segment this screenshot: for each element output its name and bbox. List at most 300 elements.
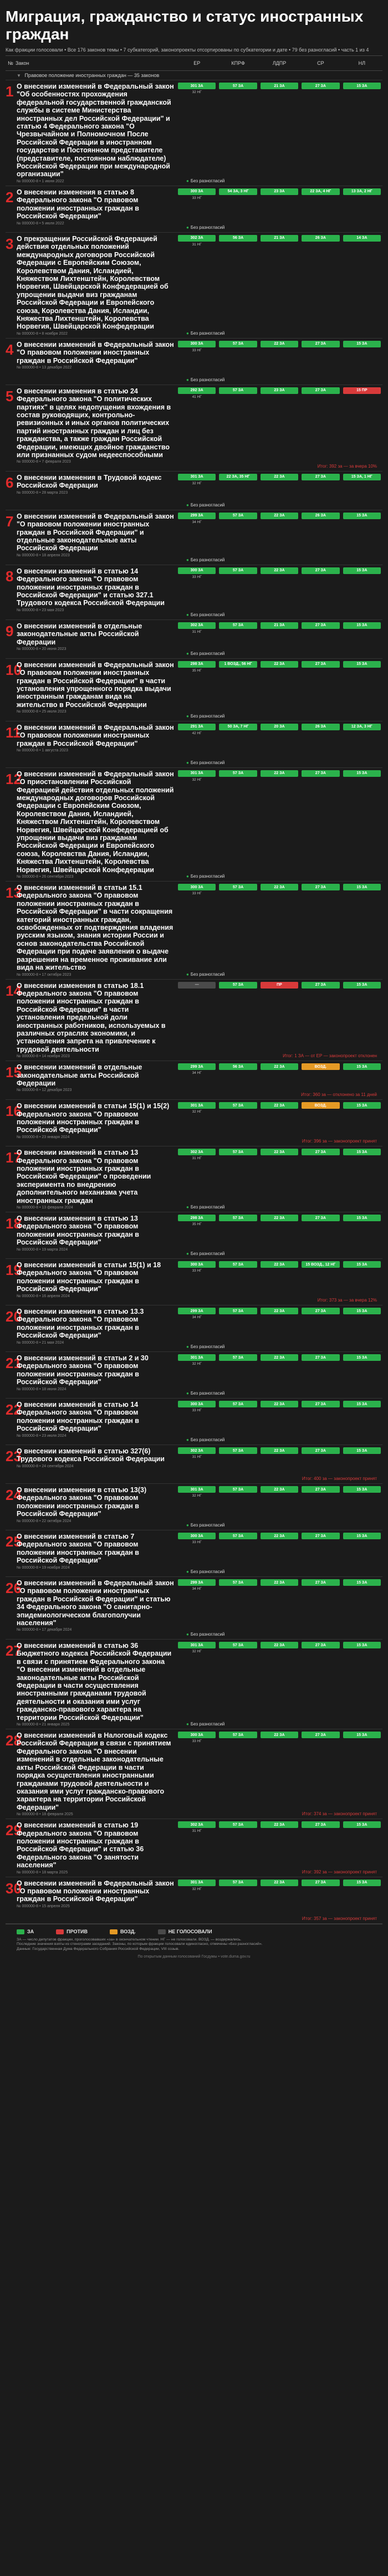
check-dot-icon: ● [186, 612, 189, 617]
law-meta: № 000000-8 • 20 июня 2023 [17, 647, 67, 651]
law-meta: № 000000-8 • 7 февраля 2023 [17, 460, 71, 464]
vote-cell-kprf [217, 510, 258, 565]
legend [6, 1924, 382, 1937]
vote-bar: ПР [261, 982, 298, 989]
law-cell [16, 1305, 176, 1351]
vote-sub: 33 НГ [192, 1739, 202, 1744]
row-note-text: Без разногласий [190, 760, 225, 765]
vote-cell-nl [341, 768, 382, 881]
table-row[interactable] [6, 620, 382, 659]
table-row[interactable] [6, 882, 382, 979]
law-meta: № 000000-8 • 26 сентября 2023 [17, 875, 74, 879]
law-title[interactable]: О внесении изменений в статью 327(6) Трудового кодекса Российской Федерации [17, 1447, 165, 1463]
vote-bar: 302 ЗА [178, 235, 216, 242]
vote-bar: 300 ЗА [178, 1533, 216, 1539]
vote-cell-ldpr [259, 80, 300, 186]
vote-bar: 22 ЗА, 35 НГ [219, 474, 257, 480]
vote-bar: 57 ЗА [219, 884, 257, 890]
vote-bar: 22 ЗА [261, 1486, 298, 1493]
vote-sub: 31 НГ [192, 1156, 202, 1161]
check-dot-icon: ● [186, 1437, 189, 1442]
row-note [186, 225, 379, 230]
law-meta: № 000000-8 • 14 ноября 2023 [17, 1054, 70, 1059]
table-row[interactable] [6, 1305, 382, 1352]
row-note-text: Без разногласий [190, 651, 225, 656]
law-meta: № 000000-8 • 25 июля 2023 [17, 710, 67, 714]
vote-cell-nl [341, 980, 382, 1061]
row-number: 29 [6, 1822, 22, 1839]
section-header[interactable] [6, 71, 382, 80]
row-number: 20 [6, 1308, 22, 1325]
vote-cell-kprf [217, 1729, 258, 1819]
vote-cell-kprf [217, 233, 258, 338]
vote-bar: 57 ЗА [219, 1149, 257, 1155]
law-title[interactable]: О внесении изменения в статью 18.1 Федерального закона "О правовом положении иностранных граждан в Российской Федерации" в части установления предельной доли иностранных работников, используемых в различных отраслях экономики, и установления запрета на привлечение к трудовой деятельности [17, 981, 166, 1053]
check-dot-icon: ● [186, 1205, 189, 1210]
table-row[interactable] [6, 980, 382, 1062]
vote-bar: 26 ЗА [302, 513, 339, 519]
law-title[interactable]: О внесении изменения в статью 13.3 Федерального закона "О правовом положении иностранных граждан в Российской Федерации" [17, 1308, 144, 1340]
vote-bar: 57 ЗА [219, 1642, 257, 1648]
vote-bar: 15 ПР [343, 387, 381, 394]
row-note-text: Без разногласий [190, 971, 225, 977]
vote-cell-er [176, 233, 217, 338]
check-dot-icon: ● [186, 971, 189, 977]
vote-bar: 27 ЗА [302, 1215, 339, 1221]
header-faction-er: ЕР [193, 60, 201, 66]
vote-bar: 21 ЗА [261, 83, 298, 89]
vote-cell-ldpr [259, 1259, 300, 1305]
vote-bar: 22 ЗА [261, 1533, 298, 1539]
row-number: 3 [6, 235, 14, 252]
vote-sub: 33 НГ [192, 892, 202, 896]
table-row[interactable] [6, 1100, 382, 1146]
check-dot-icon: ● [186, 1344, 189, 1349]
vote-bar: 302 ЗА [178, 1447, 216, 1454]
vote-sub: 33 НГ [192, 1409, 202, 1412]
row-number: 18 [6, 1215, 22, 1232]
law-meta: № 000000-8 • 18 апреля 2023 [17, 553, 70, 557]
vote-cell-ldpr [259, 1146, 300, 1212]
vote-bar: 301 ЗА [178, 1354, 216, 1361]
vote-cell-er [176, 510, 217, 565]
row-number: 28 [6, 1732, 22, 1749]
vote-sub: 32 НГ [192, 777, 202, 782]
row-note-text: Без разногласий [190, 1722, 225, 1727]
vote-bar: 27 ЗА [302, 1149, 339, 1155]
law-title[interactable]: О внесении изменений в Федеральный закон "О правовом положении иностранных граждан в Российской Федерации" в части установления упрощенного порядка выдачи иностранным гражданам вида на жительство в Российской Федерации [17, 660, 174, 709]
law-title[interactable]: О внесении изменений в статью 7 Федерального закона "О правовом положении иностранных граждан в Российской Федерации" [17, 1533, 139, 1565]
vote-bar: 1 ВОЗД., 56 НГ [219, 661, 257, 668]
vote-bar: 15 ЗА [343, 661, 381, 668]
vote-sub: 31 НГ [192, 1829, 202, 1834]
legend-pr: ПРОТИВ [56, 1929, 88, 1934]
vote-bar: 27 ЗА [302, 387, 339, 394]
vote-cell-kprf [217, 980, 258, 1061]
row-result: Итог: 373 за — за вчера 12% [317, 1298, 377, 1303]
law-cell [16, 1259, 176, 1305]
law-meta: № 000000-8 • 1 июня 2022 [17, 179, 64, 183]
vote-bar: 15 ЗА [343, 1354, 381, 1361]
vote-cell-sr [300, 1640, 341, 1729]
vote-bar: 57 ЗА [219, 1486, 257, 1493]
vote-bar: 302 ЗА [178, 1149, 216, 1155]
vote-cell-er [176, 882, 217, 979]
check-dot-icon: ● [186, 1632, 189, 1637]
vote-bar: 15 ЗА [343, 982, 381, 989]
law-cell [16, 1061, 176, 1099]
table-row[interactable] [6, 1530, 382, 1577]
row-note-text: Без разногласий [190, 1391, 225, 1396]
row-note [186, 178, 379, 183]
table-row[interactable] [6, 1445, 382, 1484]
vote-bar: 15 ЗА [343, 1642, 381, 1648]
vote-cell-ldpr [259, 1577, 300, 1639]
vote-sub: 32 НГ [192, 90, 202, 94]
vote-bar: 57 ЗА [219, 1401, 257, 1407]
row-note [186, 1632, 379, 1637]
vote-bar: 22 ЗА [261, 474, 298, 480]
vote-bar: 21 ЗА [261, 622, 298, 629]
vote-bar: 22 ЗА [261, 1149, 298, 1155]
vote-bar: 12 ЗА, 3 НГ [343, 724, 381, 730]
table-row[interactable] [6, 768, 382, 882]
vote-sub: 34 НГ [192, 1587, 202, 1591]
page-footer: По открытым данным голосований Госдумы • vote.duma.gov.ru [137, 1954, 251, 1959]
vote-bar: 57 ЗА [219, 1102, 257, 1109]
row-note-text: Без разногласий [190, 1437, 225, 1442]
table-row[interactable] [6, 1352, 382, 1399]
law-title[interactable]: О внесении изменений в статью 14 Федерального закона "О правовом положении иностранных граждан в Российской Федерации" [17, 1401, 139, 1433]
vote-bar: 57 ЗА [219, 1261, 257, 1268]
vote-cell-nl [341, 80, 382, 186]
table-row[interactable] [6, 1819, 382, 1877]
vote-cell-nl [341, 882, 382, 979]
vote-cell-nl [341, 1819, 382, 1876]
vote-bar: 26 ЗА [302, 724, 339, 730]
vote-cell-er [176, 1819, 217, 1876]
vote-bar: 15 ЗА [343, 1732, 381, 1738]
law-title[interactable]: О внесении изменений в Федеральный закон "О правовом положении иностранных граждан в Российской Федерации" и отдельные законодательные акты Российской Федерации [17, 512, 174, 552]
vote-cell-ldpr [259, 882, 300, 979]
vote-sub: 32 НГ [192, 1494, 202, 1498]
law-title[interactable]: О внесении изменений в Федеральный закон "О правовом положении иностранных граждан в Российской Федерации" [17, 723, 174, 747]
vote-cell-er [176, 1640, 217, 1729]
law-cell [16, 472, 176, 510]
row-note-text: Без разногласий [190, 1205, 225, 1210]
vote-bar: 22 ЗА [261, 1879, 298, 1886]
vote-bar: 27 ЗА [302, 1533, 339, 1539]
vote-cell-nl [341, 565, 382, 619]
vote-cell-sr [300, 882, 341, 979]
vote-sub: 32 НГ [192, 1110, 202, 1114]
law-title[interactable]: О внесении изменений в Налоговый кодекс Российской Федерации в связи с принятием Федерального закона "О внесении изменений в отдельные законодательные акты Российской Федерации в части порядка осуществления иностранными гражданами трудовой деятельности и оказания ими услуг гражданско-правового характера на территории Российской Федерации" [17, 1732, 171, 1811]
vote-bar: 22 ЗА, 4 НГ [302, 188, 339, 195]
row-note-text: Без разногласий [190, 178, 225, 183]
vote-bar: 14 ЗА [343, 235, 381, 242]
legend-vz: ВОЗД. [110, 1929, 136, 1934]
header-no: № [8, 60, 13, 66]
vote-cell-ldpr [259, 1445, 300, 1483]
table-row[interactable] [6, 1212, 382, 1259]
vote-bar: 22 ЗА [261, 1821, 298, 1828]
law-cell [16, 1877, 176, 1923]
law-title[interactable]: О внесении изменений в Федеральный закон "Об особенностях прохождения федеральной государственной гражданской службы в системе Министерства иностранных дел Российской Федерации" и статью 4 Федерального закона "О Чрезвычайном и Полномочном После Российской Федерации в иностранном государстве и Постоянном представителе (представителе, постоянном наблюдателе) Российской Федерации при международной организации" [17, 83, 174, 178]
vote-bar: 57 ЗА [219, 567, 257, 574]
law-meta: № 000000-8 • 12 декабря 2023 [17, 1088, 72, 1093]
vote-bar: 27 ЗА [302, 770, 339, 777]
law-meta: № 000000-8 • 23 мая 2023 [17, 608, 64, 612]
vote-bar: 27 ЗА [302, 474, 339, 480]
vote-sub: 31 НГ [192, 629, 202, 634]
footnotes [6, 1937, 382, 1952]
row-number: 17 [6, 1149, 22, 1166]
vote-cell-ldpr [259, 768, 300, 881]
law-meta: № 000000-8 • 18 февраля 2025 [17, 1812, 73, 1817]
vote-bar: 15 ЗА [343, 567, 381, 574]
law-title[interactable]: О внесении изменений в статьи 15.1 Федерального закона "О правовом положении иностранных граждан в Российской Федерации" в части сокращения категорий иностранных граждан, освобожденных от подтверждения владения русским языком, знания истории России и основ законодательства Российской Федерации при подаче заявления о выдаче разрешения на временное проживание или вида на жительство [17, 884, 173, 972]
vote-cell-sr [300, 233, 341, 338]
vote-bar: 299 ЗА [178, 513, 216, 519]
table-row[interactable] [6, 1484, 382, 1530]
legend-nz: НЕ ГОЛОСОВАЛИ [158, 1929, 212, 1934]
law-meta: № 000000-8 • 5 июля 2022 [17, 221, 64, 226]
row-number: 24 [6, 1487, 22, 1503]
row-number: 14 [6, 982, 22, 999]
table-row[interactable] [6, 339, 382, 385]
check-dot-icon: ● [186, 1569, 189, 1574]
row-number: 9 [6, 622, 14, 639]
vote-sub: 35 НГ [192, 1222, 202, 1226]
law-title[interactable]: О внесении изменений в статьи 2 и 30 Федерального закона "О правовом положении иностранных граждан в Российской Федерации" [17, 1354, 149, 1386]
law-title[interactable]: О внесении изменений в статьи 15(1) и 18 Федерального закона "О правовом положении иностранных граждан в Российской Федерации" [17, 1261, 161, 1293]
vote-bar: 21 ЗА [261, 235, 298, 242]
vote-bar: 27 ЗА [302, 1308, 339, 1314]
collapse-triangle-icon[interactable]: ▼ [17, 73, 21, 78]
row-number: 19 [6, 1262, 22, 1278]
law-title[interactable]: О внесении изменений в статью 14 Федерального закона "О правовом положении иностранных граждан в Российской Федерации" и статью 327.1 Трудового кодекса Российской Федерации [17, 567, 165, 607]
law-title[interactable]: О внесении изменений в отдельные законодательные акты Российской Федерации [17, 622, 142, 646]
vote-cell-sr [300, 768, 341, 881]
row-note [186, 651, 379, 656]
vote-bar: 22 ЗА [261, 567, 298, 574]
check-dot-icon: ● [186, 713, 189, 719]
row-note [186, 612, 379, 617]
table-row[interactable] [6, 385, 382, 472]
table-row[interactable] [6, 1399, 382, 1445]
law-cell [16, 1146, 176, 1212]
vote-bar: 57 ЗА [219, 1308, 257, 1314]
row-note-text: Без разногласий [190, 502, 225, 508]
law-title[interactable]: О внесении изменения в Трудовой кодекс Российской Федерации [17, 473, 162, 490]
table-row[interactable] [6, 659, 382, 721]
vote-cell-er [176, 1259, 217, 1305]
table-row[interactable] [6, 1577, 382, 1640]
row-result: Итог: 392 за — законопроект принят [302, 1869, 377, 1875]
vote-bar: 301 ЗА [178, 770, 216, 777]
vote-bar: 27 ЗА [302, 567, 339, 574]
vote-bar: 22 ЗА [261, 341, 298, 347]
vote-bar: 57 ЗА [219, 1732, 257, 1738]
table-row[interactable] [6, 1877, 382, 1924]
vote-cell-sr [300, 565, 341, 619]
vote-bar: 299 ЗА [178, 1063, 216, 1070]
law-title[interactable]: О внесении изменений в Федеральный закон "О правовом положении иностранных граждан в Российской Федерации" [17, 1879, 174, 1903]
law-title[interactable]: О прекращении Российской Федерацией действия отдельных положений международных договоров Российской Федерации с Европейским Союзом, Королевством Дания, Исландией, Княжеством Лихтенштейн, Королевством Норвегия, Швейцарской Конфедерацией об упрощении выдачи виз гражданам Российской Федерации и Европейского союза, Королевства Дания, Исландии, Княжества Лихтенштейн, Королевства Норвегия, Швейцарской Конфедерации [17, 234, 169, 331]
vote-cell-kprf [217, 1445, 258, 1483]
law-title[interactable]: О внесении изменения в статью 13(3) Федерального закона "О правовом положении иностранных граждан в Российской Федерации" [17, 1486, 147, 1518]
law-title[interactable]: О внесении изменений в Федеральный закон "О правовом положении иностранных граждан в Российской Федерации" [17, 340, 174, 365]
law-cell [16, 882, 176, 979]
law-meta: № 000000-8 • 21 мая 2024 [17, 1340, 64, 1345]
vote-cell-er [176, 1100, 217, 1146]
legend-za: ЗА [17, 1929, 34, 1934]
row-note-text: Без разногласий [190, 1251, 225, 1256]
vote-bar: 15 ЗА [343, 1486, 381, 1493]
vote-bar: 298 ЗА [178, 661, 216, 668]
header-faction-sr: СР [317, 60, 324, 66]
table-row[interactable] [6, 186, 382, 233]
vote-bar: 301 ЗА [178, 1879, 216, 1886]
law-cell [16, 1100, 176, 1146]
vote-sub: 33 НГ [192, 1540, 202, 1544]
law-title[interactable]: О внесении изменений в Федеральный закон "О приостановлении Российской Федерацией действия отдельных положений международных договоров Российской Федерации с Европейским Союзом, Королевством Дания, Исландией, Княжеством Лихтенштейн, Королевством Норвегия, Швейцарской Конфедерацией об упрощении выдачи виз гражданам Российской Федерации и Европейского союза, Королевства Дания, Исландии, Княжества Лихтенштейн, Королевства Норвегия, Швейцарской Конфедерации [17, 770, 174, 874]
table-row[interactable] [6, 1640, 382, 1729]
law-title[interactable]: О внесении изменения в статью 24 Федерального закона "О политических партиях" в целях недопущения вхождения в состав руководящих, контрольно-ревизионных и иных органов политических партий иностранных граждан и лиц без гражданства, а также граждан Российской Федерации, имеющих двойное гражданство или признанных судом недееспособными [17, 387, 171, 459]
vote-sub: 33 НГ [192, 1269, 202, 1273]
vote-bar: 27 ЗА [302, 341, 339, 347]
law-cell [16, 768, 176, 881]
vote-bar: 299 ЗА [178, 1579, 216, 1586]
law-cell [16, 1445, 176, 1483]
vote-bar: 15 ЗА [343, 1261, 381, 1268]
vote-bar: 57 ЗА [219, 1879, 257, 1886]
vote-cell-ldpr [259, 510, 300, 565]
row-note [186, 1251, 379, 1256]
vote-bar: 22 ЗА [261, 1401, 298, 1407]
table-row[interactable] [6, 1729, 382, 1819]
row-note [186, 874, 379, 879]
table-row[interactable] [6, 510, 382, 565]
table-row[interactable] [6, 1259, 382, 1305]
row-number: 6 [6, 474, 14, 491]
check-dot-icon: ● [186, 557, 189, 562]
vote-bar: 54 ЗА, 3 НГ [219, 188, 257, 195]
law-list [6, 80, 382, 1924]
table-row[interactable] [6, 80, 382, 186]
law-title[interactable]: О внесении изменений в статью 13 Федерального закона "О правовом положении иностранных граждан в Российской Федерации" о проведении эксперимента по внедрению дополнительного механизма учета иностранных граждан [17, 1149, 151, 1205]
vote-bar: 15 ВОЗД., 12 НГ [302, 1261, 339, 1268]
law-title[interactable]: О внесении изменений в статью 19 Федерального закона "О правовом положении иностранных граждан в Российской Федерации" и статью 36 Федерального закона "О занятости населения" [17, 1821, 144, 1870]
vote-bar: 15 ЗА [343, 1401, 381, 1407]
vote-bar: 23 ЗА [261, 387, 298, 394]
law-title[interactable]: О внесении изменений в Федеральный закон "О правовом положении иностранных граждан в Российской Федерации" и статью 34 Федерального закона "О санитарно-эпидемиологическом благополучии населения" [17, 1579, 174, 1627]
law-cell [16, 80, 176, 186]
table-row[interactable] [6, 721, 382, 768]
row-number: 25 [6, 1533, 22, 1550]
check-dot-icon: ● [186, 760, 189, 765]
vote-bar: 27 ЗА [302, 1821, 339, 1828]
vote-cell-kprf [217, 1877, 258, 1923]
header-faction-nl: НЛ [358, 60, 365, 66]
vote-bar: 15 ЗА [343, 1215, 381, 1221]
law-title[interactable]: О внесении изменений в статью 36 Бюджетного кодекса Российской Федерации в связи с принятием Федерального закона "О внесении изменений в отдельные законодательные акты Российской Федерации в части осуществления иностранными гражданами трудовой деятельности и оказания ими услуг гражданско-правового характера на территории Российской Федерации" [17, 1642, 172, 1722]
vote-bar: 27 ЗА [302, 884, 339, 890]
vote-bar: 15 ЗА [343, 1149, 381, 1155]
law-meta: № 000000-8 • 23 января 2024 [17, 1135, 70, 1139]
row-note [186, 1523, 379, 1528]
table-row[interactable] [6, 233, 382, 339]
vote-cell-er [176, 980, 217, 1061]
vote-bar: 57 ЗА [219, 770, 257, 777]
vote-bar: 27 ЗА [302, 1732, 339, 1738]
vote-sub: 35 НГ [192, 668, 202, 673]
vote-bar: 15 ЗА [343, 770, 381, 777]
vote-sub: 33 НГ [192, 575, 202, 579]
vote-sub: 32 НГ [192, 1887, 202, 1891]
vote-bar: 22 ЗА [261, 1102, 298, 1109]
law-title[interactable]: О внесении изменений в статьи 15(1) и 15(2) Федерального закона "О правовом положении иностранных граждан в Российской Федерации" [17, 1102, 170, 1134]
row-result: Итог: 1 ЗА — от ЕР — законопроект отклонен [283, 1053, 377, 1059]
vote-bar: ВОЗД. [302, 1102, 339, 1109]
row-note-text: Без разногласий [190, 224, 225, 230]
vote-bar: 57 ЗА [219, 1447, 257, 1454]
vote-cell-sr [300, 510, 341, 565]
vote-bar: 57 ЗА [219, 1579, 257, 1586]
law-title[interactable]: О внесении изменения в статью 13 Федерального закона "О правовом положении иностранных граждан в Российской Федерации" [17, 1215, 139, 1247]
check-dot-icon: ● [186, 502, 189, 508]
vote-sub: 41 НГ [192, 395, 202, 399]
vote-bar: 57 ЗА [219, 387, 257, 394]
vote-bar: 300 ЗА [178, 567, 216, 574]
vote-bar: 27 ЗА [302, 1579, 339, 1586]
row-note-text: Без разногласий [190, 557, 225, 562]
vote-cell-ldpr [259, 1100, 300, 1146]
table-row[interactable] [6, 1146, 382, 1212]
law-title[interactable]: О внесении изменений в отдельные законодательные акты Российской Федерации [17, 1063, 142, 1087]
law-cell [16, 1212, 176, 1258]
vote-sub: 32 НГ [192, 1650, 202, 1653]
vote-bar: 56 ЗА [219, 235, 257, 242]
vote-cell-kprf [217, 882, 258, 979]
check-dot-icon: ● [186, 874, 189, 879]
law-title[interactable]: О внесении изменения в статью 8 Федерального закона "О правовом положении иностранных граждан в Российской Федерации" [17, 188, 139, 221]
vote-bar: 22 ЗА [261, 770, 298, 777]
vote-bar: 27 ЗА [302, 1642, 339, 1648]
law-meta: № 000000-8 • 18 июня 2024 [17, 1387, 67, 1391]
vote-bar: 23 ЗА [261, 188, 298, 195]
law-cell [16, 1484, 176, 1530]
law-meta: № 000000-8 • 24 сентября 2024 [17, 1464, 74, 1468]
section-label: Правовое положение иностранных граждан — 35 законов [24, 73, 160, 78]
law-meta: № 000000-8 • 28 марта 2023 [17, 490, 68, 495]
table-row[interactable] [6, 472, 382, 510]
vote-bar: 15 ЗА [343, 513, 381, 519]
vote-bar: 292 ЗА [178, 387, 216, 394]
row-number: 10 [6, 661, 22, 678]
law-meta: № 000000-8 • 23 июля 2024 [17, 1433, 67, 1438]
vote-cell-sr [300, 659, 341, 721]
table-row[interactable] [6, 1061, 382, 1100]
vote-bar: 57 ЗА [219, 83, 257, 89]
row-number: 22 [6, 1401, 22, 1418]
vote-cell-ldpr [259, 659, 300, 721]
table-row[interactable] [6, 565, 382, 620]
vote-bar: 22 ЗА [261, 1215, 298, 1221]
vote-sub: 33 НГ [192, 348, 202, 352]
row-note-text: Без разногласий [190, 377, 225, 382]
row-note-text: Без разногласий [190, 612, 225, 617]
